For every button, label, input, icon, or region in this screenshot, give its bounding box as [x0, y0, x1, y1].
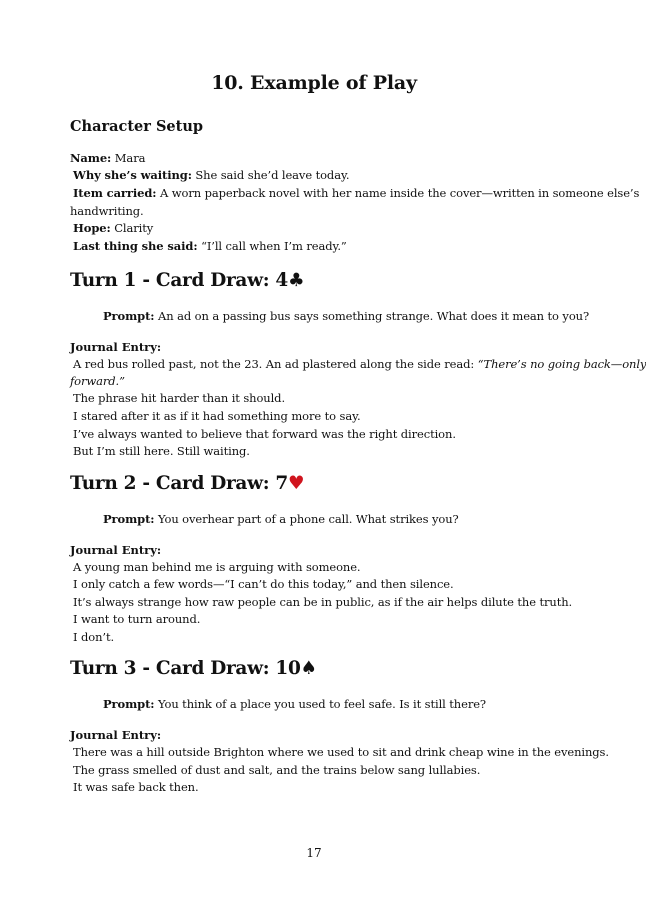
turn-1-journal-line-6: But I’m still here. Still waiting.	[73, 444, 250, 458]
turn-3-prompt	[103, 697, 486, 711]
turn-1-journal-line-3: The phrase hit harder than it should.	[73, 391, 285, 405]
setup-hope-line	[73, 220, 153, 237]
turn-2-journal-line-5: I don’t.	[73, 630, 115, 644]
turn-2-heading	[70, 473, 304, 494]
turn-1-prompt-text: An ad on a passing bus says something strange. What does it mean to you?	[154, 309, 590, 323]
setup-hope-label: Hope:	[73, 221, 111, 235]
heart-suit-icon: ♥	[287, 473, 305, 494]
setup-last-value: “I’ll call when I’m ready.”	[197, 239, 347, 253]
turn-3-heading	[70, 658, 317, 679]
turn-2-journal-line-2: I only catch a few words—“I can’t do this today,” and then silence.	[73, 577, 454, 591]
turn-3-prompt-label: Prompt:	[103, 697, 155, 711]
setup-item-value: A worn paperback novel with her name inside the cover—written in someone else’s	[156, 186, 640, 200]
turn-2-journal-label: Journal Entry:	[70, 543, 162, 557]
turn-3-prompt-text: You think of a place you used to feel safe. Is it still there?	[154, 697, 486, 711]
turn-2-prompt-label: Prompt:	[103, 512, 155, 526]
turn-3-journal-line-2: The grass smelled of dust and salt, and the trains below sang lullabies.	[73, 763, 481, 777]
turn-3-journal-line-3: It was safe back then.	[73, 780, 199, 794]
turn-1-prompt	[103, 309, 589, 323]
club-suit-icon: ♣	[287, 270, 305, 291]
turn-2-journal-line-3: It’s always strange how raw people can be in public, as if the air helps dilute the truth.	[73, 595, 573, 609]
setup-name-value: Mara	[111, 151, 146, 165]
turn-1-prompt-label: Prompt:	[103, 309, 155, 323]
turn-3-heading-text: Turn 3 - Card Draw: 10	[70, 658, 301, 679]
turn-1-journal-label: Journal Entry:	[70, 340, 162, 354]
turn-3-journal-line-1: There was a hill outside Brighton where we used to sit and drink cheap wine in the evenings.	[73, 745, 609, 759]
setup-last-label: Last thing she said:	[73, 239, 198, 253]
turn-1-heading-text: Turn 1 - Card Draw: 4	[70, 270, 288, 291]
section-heading-character-setup: Character Setup	[70, 118, 204, 135]
setup-waiting-value: She said she’d leave today.	[191, 168, 350, 182]
setup-item-label: Item carried:	[73, 186, 157, 200]
page-number: 17	[306, 846, 322, 860]
turn-1-journal-line-2: forward.”	[70, 374, 125, 388]
turn-2-heading-text: Turn 2 - Card Draw: 7	[70, 473, 288, 494]
turn-2-journal-line-4: I want to turn around.	[73, 612, 201, 626]
turn-2-journal-line-1: A young man behind me is arguing with someone.	[73, 560, 361, 574]
turn-1-heading	[70, 270, 304, 291]
turn-1-journal-line-1	[73, 356, 646, 373]
turn-1-journal-quote: “There’s no going back—only	[477, 357, 646, 371]
spade-suit-icon: ♠	[300, 658, 317, 679]
turn-1-journal-line-4: I stared after it as if it had something more to say.	[73, 409, 361, 423]
setup-hope-value: Clarity	[110, 221, 154, 235]
turn-3-journal-label: Journal Entry:	[70, 728, 162, 742]
turn-2-prompt	[103, 512, 459, 526]
setup-waiting-line	[73, 167, 349, 184]
turn-2-prompt-text: You overhear part of a phone call. What strikes you?	[154, 512, 459, 526]
turn-1-journal-text: A red bus rolled past, not the 23. An ad plastered along the side read:	[73, 357, 478, 371]
page-title: 10. Example of Play	[211, 72, 417, 94]
setup-name-line	[70, 150, 145, 167]
setup-waiting-label: Why she’s waiting:	[73, 168, 192, 182]
setup-last-line	[73, 238, 347, 255]
setup-name-label: Name:	[70, 151, 112, 165]
setup-item-line	[73, 185, 639, 202]
setup-item-line-2: handwriting.	[70, 204, 144, 218]
turn-1-journal-line-5: I’ve always wanted to believe that forward was the right direction.	[73, 427, 456, 441]
